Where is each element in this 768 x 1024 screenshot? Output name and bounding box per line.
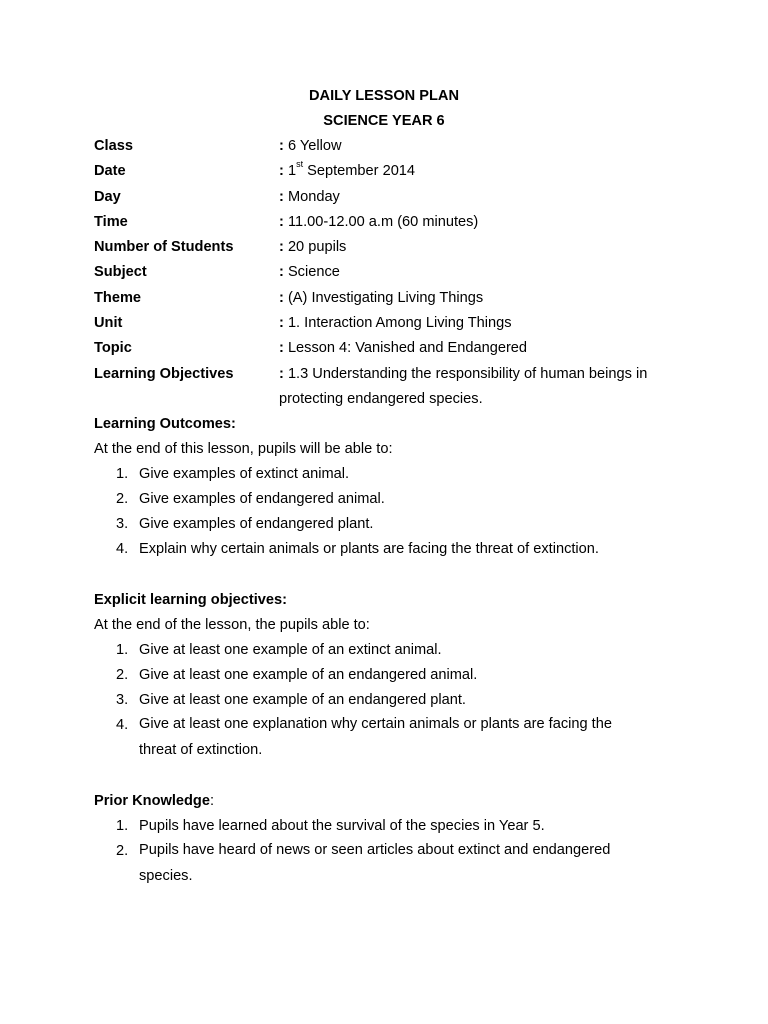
list-number: 3. <box>116 516 129 532</box>
list-item <box>94 489 694 514</box>
prior-knowledge-heading-colon: : <box>209 793 215 809</box>
time-value <box>279 212 679 232</box>
list-text: Give examples of endangered plant. <box>139 516 374 532</box>
theme-label: Theme <box>94 289 142 306</box>
list-number: 4. <box>116 541 129 557</box>
colon: : <box>279 315 284 332</box>
list-number: 3. <box>116 692 129 708</box>
list-number: 2. <box>116 667 129 683</box>
list-text: Give at least one example of an endangered animal. <box>139 667 478 683</box>
objectives-text-line1: 1.3 Understanding the responsibility of human beings in <box>287 365 648 382</box>
info-row-date <box>94 161 694 186</box>
explicit-objectives-heading: Explicit learning objectives: <box>94 592 288 608</box>
lesson-info-table <box>94 136 694 414</box>
list-text: Give at least one explanation why certain animals or plants are facing the threat of extinction. <box>139 716 612 758</box>
list-item <box>94 514 694 539</box>
topic-text: Lesson 4: Vanished and Endangered <box>287 340 528 357</box>
list-number: 1. <box>116 466 129 482</box>
subject-label: Subject <box>94 264 147 281</box>
colon: : <box>279 138 284 154</box>
info-row-students <box>94 237 694 262</box>
time-label: Time <box>94 213 128 230</box>
colon: : <box>279 163 284 180</box>
list-number: 4. <box>116 717 129 733</box>
date-label: Date <box>94 163 126 180</box>
list-item <box>94 539 694 564</box>
document-title: DAILY LESSON PLAN <box>308 88 460 104</box>
date-day: 1 <box>287 163 297 180</box>
unit-text: 1. Interaction Among Living Things <box>287 315 512 332</box>
objectives-text-line2: protecting endangered species. <box>279 390 483 407</box>
list-item <box>94 841 694 892</box>
colon: : <box>279 239 284 256</box>
list-number: 1. <box>116 818 129 834</box>
info-row-time <box>94 212 694 237</box>
info-row-objectives <box>94 364 694 389</box>
day-label: Day <box>94 188 121 205</box>
colon: : <box>279 213 284 230</box>
list-item <box>94 715 694 766</box>
prior-knowledge-section <box>94 791 694 892</box>
colon: : <box>279 188 284 205</box>
colon: : <box>279 365 284 382</box>
list-item <box>94 640 694 665</box>
learning-outcomes-section <box>94 414 694 564</box>
info-row-topic <box>94 338 694 363</box>
colon: : <box>279 340 284 357</box>
students-label: Number of Students <box>94 239 234 256</box>
learning-outcomes-intro: At the end of this lesson, pupils will be able to: <box>94 441 393 457</box>
list-number: 1. <box>116 642 129 658</box>
list-item <box>94 464 694 489</box>
day-value <box>279 187 679 207</box>
unit-label: Unit <box>94 315 123 332</box>
topic-label: Topic <box>94 340 132 357</box>
learning-outcomes-heading: Learning Outcomes: <box>94 416 236 432</box>
explicit-objectives-intro: At the end of the lesson, the pupils able to: <box>94 617 370 633</box>
objectives-value <box>279 364 679 384</box>
objectives-label: Learning Objectives <box>94 365 234 382</box>
theme-text: (A) Investigating Living Things <box>287 289 484 306</box>
info-row-day <box>94 187 694 212</box>
info-row-subject <box>94 262 694 287</box>
class-text: 6 Yellow <box>287 138 342 154</box>
class-value <box>279 136 679 156</box>
students-text: 20 pupils <box>287 239 347 256</box>
time-text: 11.00-12.00 a.m (60 minutes) <box>287 213 479 230</box>
info-row-unit <box>94 313 694 338</box>
colon: : <box>279 289 284 306</box>
topic-value <box>279 338 679 358</box>
list-text: Pupils have heard of news or seen articles about extinct and endangered species. <box>139 842 611 884</box>
list-text: Give at least one example of an endangered plant. <box>139 692 466 708</box>
list-number: 2. <box>116 491 129 507</box>
explicit-objectives-section <box>94 590 694 766</box>
date-suffix: st <box>296 159 304 170</box>
list-number: 2. <box>116 843 129 859</box>
day-text: Monday <box>287 188 340 205</box>
info-row-class <box>94 136 694 161</box>
info-row-theme <box>94 288 694 313</box>
date-value <box>279 161 679 181</box>
subject-text: Science <box>287 264 340 281</box>
date-rest: September 2014 <box>303 163 416 180</box>
class-label: Class <box>94 138 133 154</box>
prior-knowledge-heading-text: Prior Knowledge <box>94 793 210 809</box>
list-item <box>94 665 694 690</box>
unit-value <box>279 313 679 333</box>
list-text: Explain why certain animals or plants are facing the threat of extinction. <box>139 541 599 557</box>
list-text: Pupils have learned about the survival of the species in Year 5. <box>139 818 545 834</box>
students-value <box>279 237 679 257</box>
list-text: Give examples of extinct animal. <box>139 466 350 482</box>
list-text: Give at least one example of an extinct animal. <box>139 642 442 658</box>
subject-value <box>279 262 679 282</box>
colon: : <box>279 264 284 281</box>
theme-value <box>279 288 679 308</box>
prior-knowledge-heading <box>94 791 694 816</box>
document-subtitle: SCIENCE YEAR 6 <box>323 113 445 129</box>
list-text: Give examples of endangered animal. <box>139 491 385 507</box>
